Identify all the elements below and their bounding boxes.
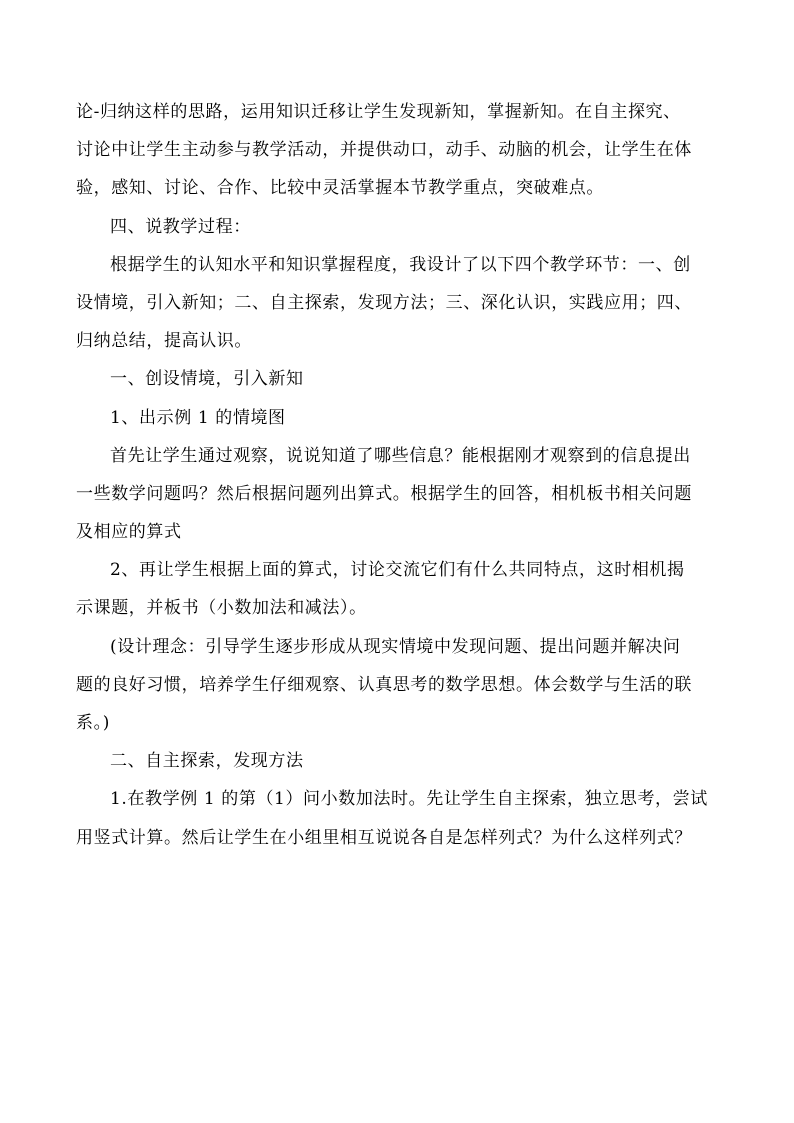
section-heading: 二、自主探索，发现方法 bbox=[110, 751, 304, 772]
text-line: 1.在教学例 1 的第（1）问小数加法时。先让学生自主探索，独立思考，尝试 bbox=[110, 789, 708, 810]
text-line: 示课题，并板书（小数加法和减法）。 bbox=[76, 598, 367, 619]
text-line: 论-归纳这样的思路，运用知识迁移让学生发现新知，掌握新知。在自主探究、 bbox=[76, 102, 681, 122]
text-line: 首先让学生通过观察，说说知道了哪些信息？能根据刚才观察到的信息提出 bbox=[110, 445, 691, 466]
design-note: 题的良好习惯，培养学生仔细观察、认真思考的数学思想。体会数学与生活的联 bbox=[76, 674, 692, 695]
text-line: 归纳总结，提高认识。 bbox=[76, 331, 252, 352]
text-line: 设情境，引入新知；二、自主探索，发现方法；三、深化认识，实践应用；四、 bbox=[76, 292, 692, 313]
text-line: 验，感知、讨论、合作、比较中灵活掌握本节教学重点，突破难点。 bbox=[76, 178, 604, 199]
list-item-heading: 1、出示例 1 的情境图 bbox=[110, 407, 286, 428]
text-line: 一些数学问题吗？然后根据问题列出算式。根据学生的回答，相机板书相关问题 bbox=[76, 483, 692, 504]
section-heading: 四、说教学过程： bbox=[110, 216, 251, 237]
text-line: 用竖式计算。然后让学生在小组里相互说说各自是怎样列式？为什么这样列式？ bbox=[76, 827, 692, 848]
design-note: 系。) bbox=[76, 713, 110, 733]
text-line: 根据学生的认知水平和知识掌握程度，我设计了以下四个教学环节：一、创 bbox=[110, 254, 691, 275]
body-text bbox=[76, 93, 726, 857]
design-note: (设计理念：引导学生逐步形成从现实情境中发现问题、提出问题并解决问 bbox=[110, 636, 681, 657]
text-line: 及相应的算式 bbox=[76, 522, 182, 543]
section-heading: 一、创设情境，引入新知 bbox=[110, 369, 304, 390]
text-line: 讨论中让学生主动参与教学活动，并提供动口，动手、动脑的机会，让学生在体 bbox=[76, 140, 692, 161]
text-line: 2、再让学生根据上面的算式，讨论交流它们有什么共同特点，这时相机揭 bbox=[110, 560, 685, 581]
